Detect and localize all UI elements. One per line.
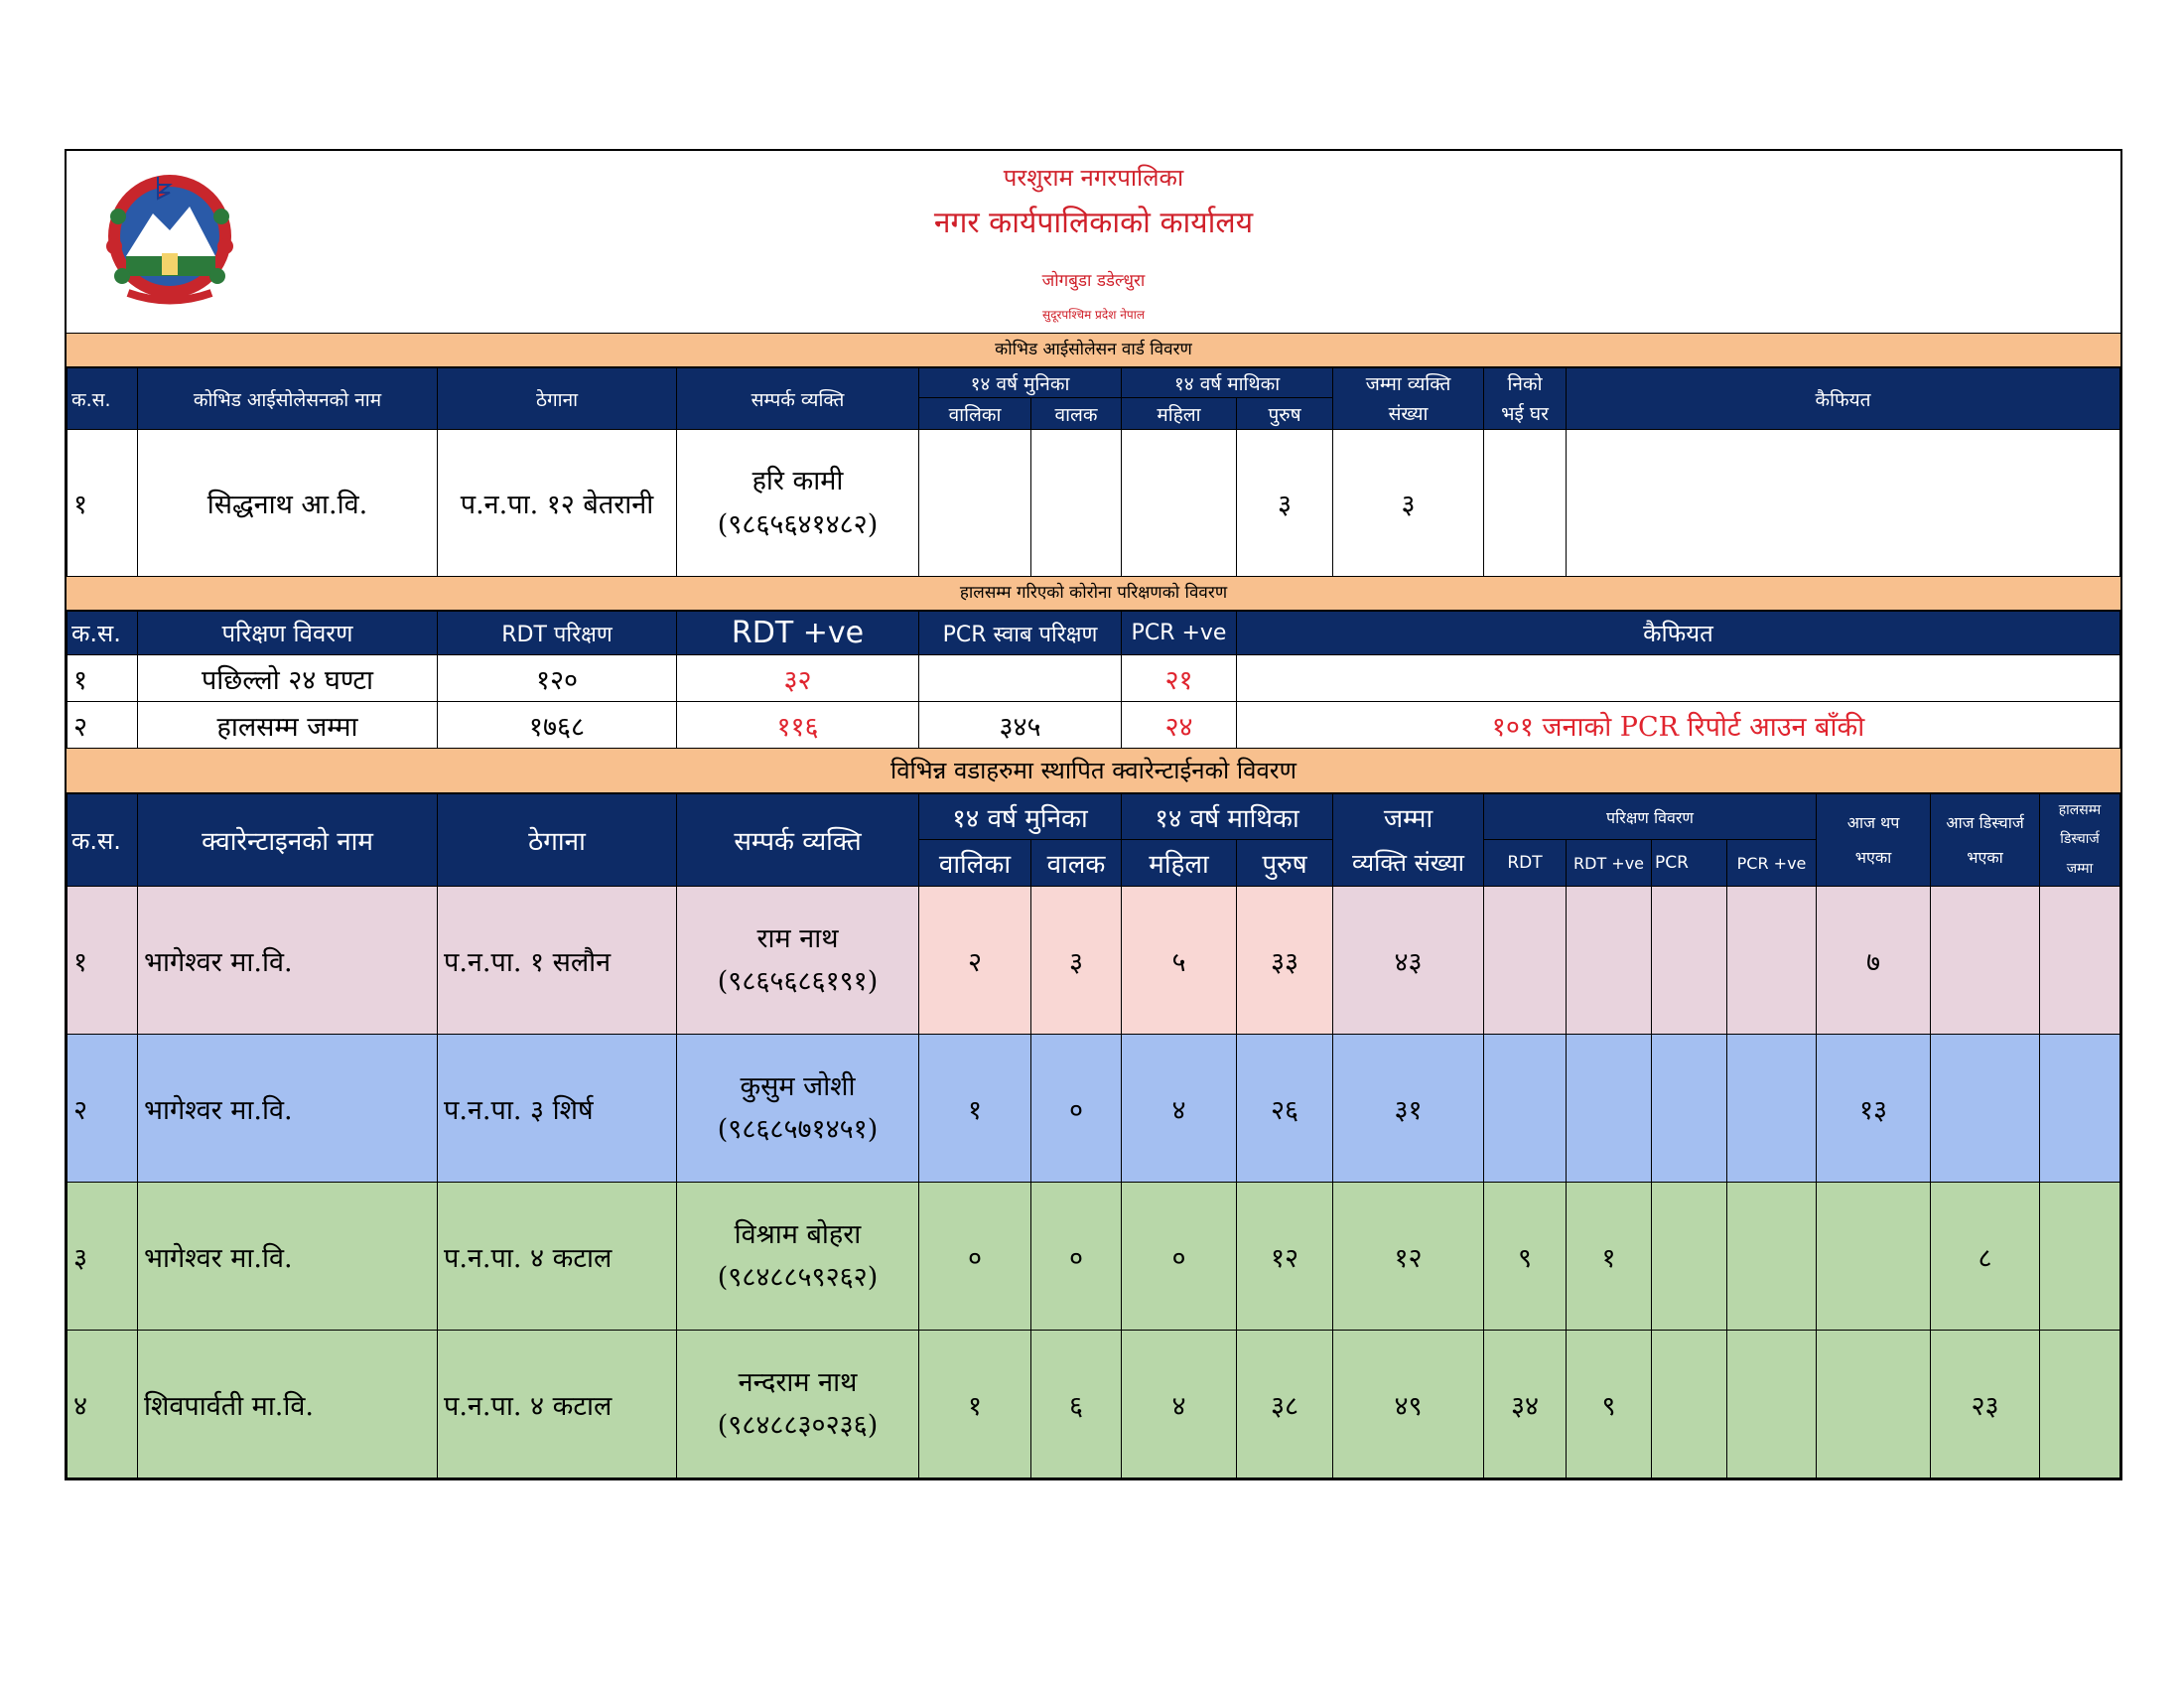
col-test-desc: परिक्षण विवरण xyxy=(138,612,438,655)
col-contact: सम्पर्क व्यक्ति xyxy=(677,794,919,887)
col-address: ठेगाना xyxy=(438,794,677,887)
cell-pcr xyxy=(1652,1331,1727,1478)
cell-today-added: ७ xyxy=(1817,887,1931,1035)
col-over14: १४ वर्ष माथिका xyxy=(1122,368,1333,398)
cell-today-added xyxy=(1817,1331,1931,1478)
col-pcr-pos: PCR +ve xyxy=(1122,612,1237,655)
cell-female: ४ xyxy=(1122,1331,1237,1478)
contact-name: नन्दराम नाथ xyxy=(738,1366,858,1398)
cell-rdt xyxy=(1484,887,1567,1035)
quarantine-table xyxy=(67,793,2120,1478)
col-remarks: कैफियत xyxy=(1237,612,2120,655)
col-rdt-pos: RDT +ve xyxy=(677,612,919,655)
col-today-discharged xyxy=(1931,794,2040,887)
cell-rdt-pos xyxy=(1567,887,1652,1035)
cell-pcr-pos: २४ xyxy=(1122,702,1237,749)
col-total-b: व्यक्ति संख्या xyxy=(1333,840,1484,887)
col-female: महिला xyxy=(1122,840,1237,887)
cell-name: भागेश्वर मा.वि. xyxy=(138,1035,438,1183)
cell-rdt: १७६८ xyxy=(438,702,677,749)
cell-sn: २ xyxy=(68,1035,138,1183)
cell-male: १२ xyxy=(1237,1183,1333,1331)
total-discharged-line3: जम्मा xyxy=(2066,860,2094,877)
cell-pcr-pos xyxy=(1727,1035,1817,1183)
col-home-a: निको xyxy=(1484,368,1567,398)
cell-female: ० xyxy=(1122,1183,1237,1331)
cell-total-discharged xyxy=(2040,887,2120,1035)
col-rdt: RDT xyxy=(1484,840,1567,887)
province-name: सुदूरपश्चिम प्रदेश नेपाल xyxy=(1042,308,1145,322)
today-added-line1: आज थप xyxy=(1846,812,1900,832)
cell-name: भागेश्वर मा.वि. xyxy=(138,887,438,1035)
col-contact: सम्पर्क व्यक्ति xyxy=(677,368,919,430)
col-isolation-name: कोभिड आईसोलेसनको नाम xyxy=(138,368,438,430)
cell-today-added: १३ xyxy=(1817,1035,1931,1183)
cell-today-discharged: ८ xyxy=(1931,1183,2040,1331)
cell-girl: ० xyxy=(919,1183,1031,1331)
table-row xyxy=(68,887,2120,1035)
cell-total: ४९ xyxy=(1333,1331,1484,1478)
cell-pcr-pos: २१ xyxy=(1122,655,1237,702)
cell-boy: ६ xyxy=(1031,1331,1122,1478)
today-discharged-line2: भएका xyxy=(1967,848,2003,867)
isolation-table xyxy=(67,367,2120,577)
cell-desc: हालसम्म जम्मा xyxy=(138,702,438,749)
cell-rdt: ३४ xyxy=(1484,1331,1567,1478)
cell-girl: १ xyxy=(919,1331,1031,1478)
isolation-band: कोभिड आईसोलेसन वार्ड विवरण xyxy=(67,334,2120,367)
cell-remarks xyxy=(1567,430,2120,577)
cell-pcr xyxy=(1652,887,1727,1035)
table-row xyxy=(68,702,2120,749)
contact-phone: (९८६५६८६१९१) xyxy=(717,966,879,997)
cell-rdt-pos xyxy=(1567,1035,1652,1183)
cell-pcr-pos xyxy=(1727,1331,1817,1478)
col-total-a: जम्मा xyxy=(1333,794,1484,840)
col-pcr: PCR स्वाब परिक्षण xyxy=(919,612,1122,655)
contact-name: राम नाथ xyxy=(756,922,839,954)
cell-girl: २ xyxy=(919,887,1031,1035)
contact-phone: (९८४८८३०२३६) xyxy=(717,1410,879,1441)
col-test-detail: परिक्षण विवरण xyxy=(1484,794,1817,840)
col-over14: १४ वर्ष माथिका xyxy=(1122,794,1333,840)
col-total-b: संख्या xyxy=(1333,398,1484,430)
col-rdt: RDT परिक्षण xyxy=(438,612,677,655)
cell-name: भागेश्वर मा.वि. xyxy=(138,1183,438,1331)
total-discharged-line1: हालसम्म xyxy=(2058,801,2102,818)
total-discharged-line2: डिस्चार्ज xyxy=(2060,831,2100,848)
cell-address: प.न.पा. ३ शिर्ष xyxy=(438,1035,677,1183)
col-total-a: जम्मा व्यक्ति xyxy=(1333,368,1484,398)
col-sn: क.स. xyxy=(68,794,138,887)
cell-male: २६ xyxy=(1237,1035,1333,1183)
cell-remarks xyxy=(1237,655,2120,702)
col-quarantine-name: क्वारेन्टाइनको नाम xyxy=(138,794,438,887)
cell-boy xyxy=(1031,430,1122,577)
cell-rdt-pos: ३२ xyxy=(677,655,919,702)
cell-today-added xyxy=(1817,1183,1931,1331)
cell-male: ३८ xyxy=(1237,1331,1333,1478)
today-added-line2: भएका xyxy=(1854,848,1892,867)
cell-contact xyxy=(677,1183,919,1331)
col-female: महिला xyxy=(1122,398,1237,430)
quarantine-band: विभिन्न वडाहरुमा स्थापित क्वारेन्टाईनको विवरण xyxy=(67,749,2120,793)
cell-address: प.न.पा. १ सलौन xyxy=(438,887,677,1035)
cell-total-discharged xyxy=(2040,1035,2120,1183)
cell-female: ५ xyxy=(1122,887,1237,1035)
cell-girl xyxy=(919,430,1031,577)
col-total-discharged xyxy=(2040,794,2120,887)
cell-sn: १ xyxy=(68,887,138,1035)
table-row xyxy=(68,655,2120,702)
col-home-b: भई घर xyxy=(1484,398,1567,430)
cell-rdt-pos: १ xyxy=(1567,1183,1652,1331)
cell-sn: १ xyxy=(68,430,138,577)
contact-name: विश्राम बोहरा xyxy=(734,1218,862,1250)
cell-sn: २ xyxy=(68,702,138,749)
cell-address: प.न.पा. ४ कटाल xyxy=(438,1183,677,1331)
cell-total: ३१ xyxy=(1333,1035,1484,1183)
col-girl: वालिका xyxy=(919,398,1031,430)
cell-remarks: १०१ जनाको PCR रिपोर्ट आउन बाँकी xyxy=(1237,702,2120,749)
col-under14: १४ वर्ष मुनिका xyxy=(919,368,1122,398)
today-discharged-line1: आज डिस्चार्ज xyxy=(1946,812,2024,832)
col-girl: वालिका xyxy=(919,840,1031,887)
cell-male: ३ xyxy=(1237,430,1333,577)
cell-rdt: ९ xyxy=(1484,1183,1567,1331)
cell-contact xyxy=(677,1035,919,1183)
cell-home xyxy=(1484,430,1567,577)
col-pcr-pos: PCR +ve xyxy=(1727,840,1817,887)
cell-pcr-pos xyxy=(1727,1183,1817,1331)
cell-sn: ३ xyxy=(68,1183,138,1331)
cell-rdt: १२० xyxy=(438,655,677,702)
col-today-added xyxy=(1817,794,1931,887)
municipality-name: परशुराम नगरपालिका xyxy=(1003,164,1184,192)
cell-contact xyxy=(677,1331,919,1478)
cell-pcr xyxy=(1652,1183,1727,1331)
col-pcr: PCR xyxy=(1652,840,1727,887)
cell-pcr: ३४५ xyxy=(919,702,1122,749)
cell-today-discharged: २३ xyxy=(1931,1331,2040,1478)
cell-pcr-pos xyxy=(1727,887,1817,1035)
office-name: नगर कार्यपालिकाको कार्यालय xyxy=(933,206,1254,240)
cell-today-discharged xyxy=(1931,1035,2040,1183)
contact-phone: (९८६८५७१४५१) xyxy=(717,1114,879,1145)
cell-name: शिवपार्वती मा.वि. xyxy=(138,1331,438,1478)
col-sn: क.स. xyxy=(68,612,138,655)
testing-band: हालसम्म गरिएको कोरोना परिक्षणको विवरण xyxy=(67,577,2120,611)
col-boy: वालक xyxy=(1031,840,1122,887)
cell-desc: पछिल्लो २४ घण्टा xyxy=(138,655,438,702)
cell-female xyxy=(1122,430,1237,577)
cell-boy: ३ xyxy=(1031,887,1122,1035)
cell-pcr xyxy=(1652,1035,1727,1183)
cell-sn: ४ xyxy=(68,1331,138,1478)
table-row xyxy=(68,1331,2120,1478)
cell-total: ४३ xyxy=(1333,887,1484,1035)
col-boy: वालक xyxy=(1031,398,1122,430)
cell-rdt-pos: ९ xyxy=(1567,1331,1652,1478)
col-sn: क.स. xyxy=(68,368,138,430)
cell-total-discharged xyxy=(2040,1331,2120,1478)
cell-boy: ० xyxy=(1031,1183,1122,1331)
cell-address: प.न.पा. १२ बेतरानी xyxy=(438,430,677,577)
table-row xyxy=(68,1183,2120,1331)
cell-contact xyxy=(677,887,919,1035)
col-under14: १४ वर्ष मुनिका xyxy=(919,794,1122,840)
col-male: पुरुष xyxy=(1237,398,1333,430)
cell-address: प.न.पा. ४ कटाल xyxy=(438,1331,677,1478)
cell-girl: १ xyxy=(919,1035,1031,1183)
table-row xyxy=(68,430,2120,577)
cell-today-discharged xyxy=(1931,887,2040,1035)
office-address: जोगबुडा डडेल्धुरा xyxy=(1041,271,1146,291)
report-sheet xyxy=(65,149,2122,1480)
cell-boy: ० xyxy=(1031,1035,1122,1183)
testing-table xyxy=(67,611,2120,749)
cell-rdt xyxy=(1484,1035,1567,1183)
contact-name: हरि कामी xyxy=(751,466,844,497)
table-row xyxy=(68,1035,2120,1183)
contact-phone: (९८६५६४१४८२) xyxy=(717,508,879,540)
cell-total: ३ xyxy=(1333,430,1484,577)
cell-male: ३३ xyxy=(1237,887,1333,1035)
contact-name: कुसुम जोशी xyxy=(740,1070,856,1102)
cell-sn: १ xyxy=(68,655,138,702)
cell-rdt-pos: ११६ xyxy=(677,702,919,749)
cell-female: ४ xyxy=(1122,1035,1237,1183)
cell-total-discharged xyxy=(2040,1183,2120,1331)
col-rdt-pos: RDT +ve xyxy=(1567,840,1652,887)
cell-total: १२ xyxy=(1333,1183,1484,1331)
col-remarks: कैफियत xyxy=(1567,368,2120,430)
col-male: पुरुष xyxy=(1237,840,1333,887)
cell-name: सिद्धनाथ आ.वि. xyxy=(138,430,438,577)
col-address: ठेगाना xyxy=(438,368,677,430)
cell-contact xyxy=(677,430,919,577)
contact-phone: (९८४८८५९२६२) xyxy=(717,1262,879,1293)
report-header xyxy=(67,151,2120,334)
cell-pcr xyxy=(919,655,1122,702)
